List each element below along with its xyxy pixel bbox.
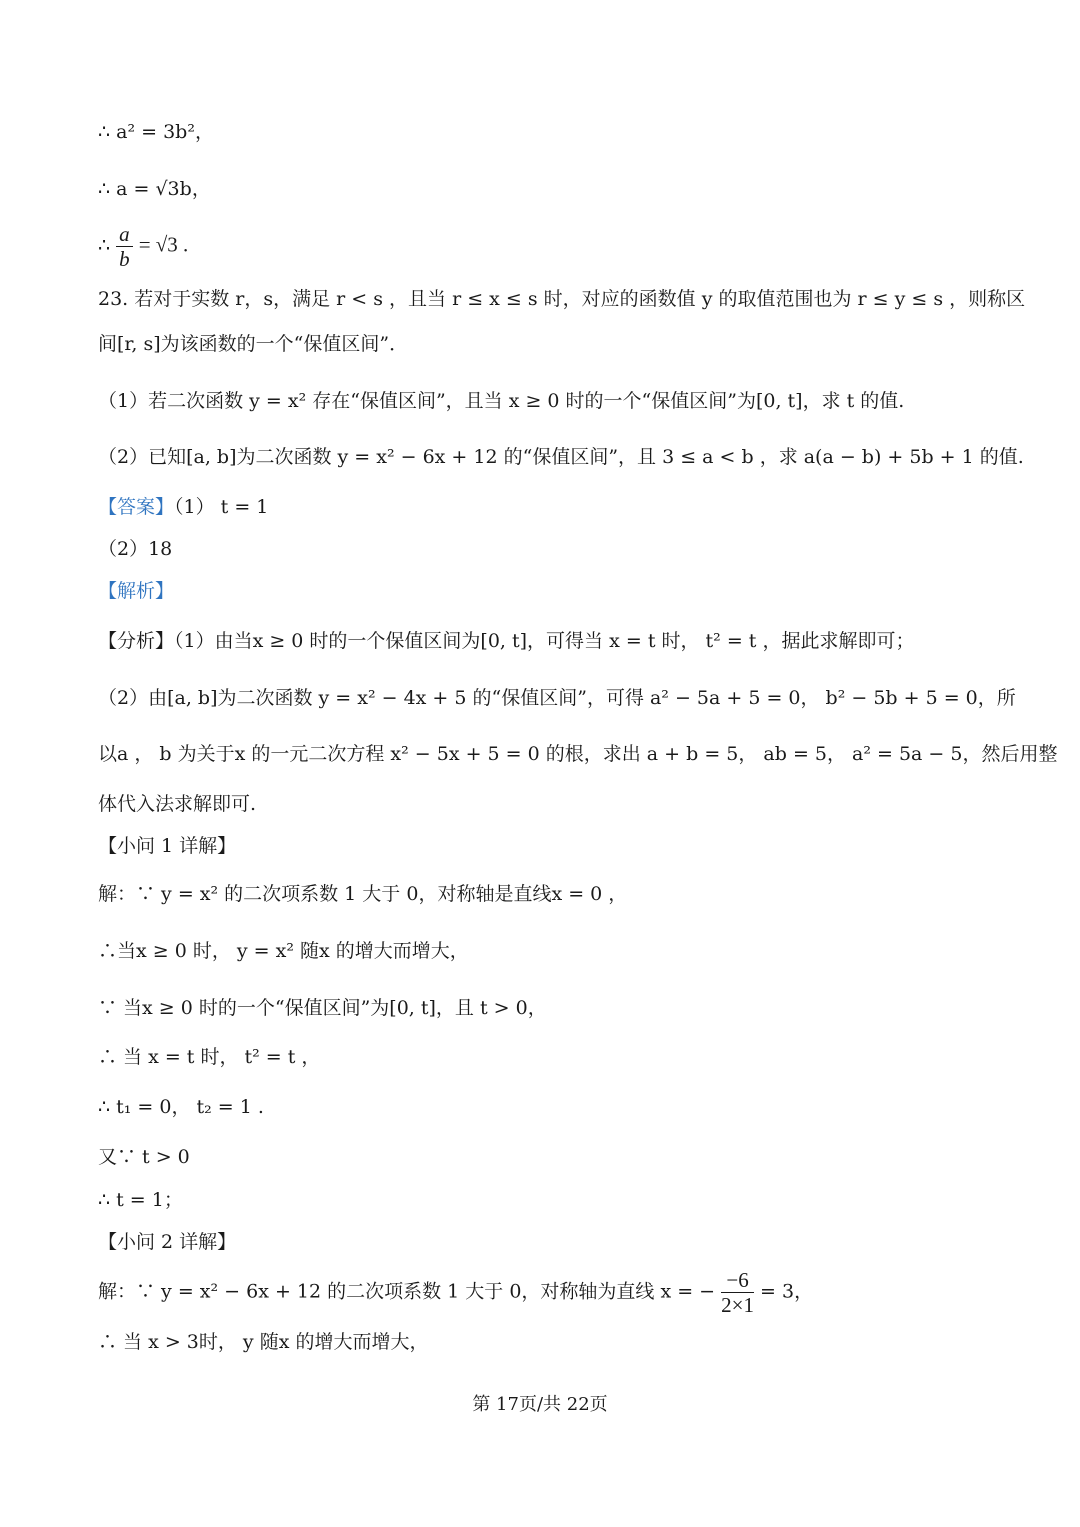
text-line-l1: ∴ a² = 3b²， [98, 121, 214, 143]
text-line-l7: （2）已知[a, b]为二次函数 y = x² − 6x + 12 的“保值区间”，且 3 ≤ a < b ，求 a(a − b) + 5b + 1 的值. [98, 446, 1024, 468]
fraction-denominator: 2×1 [721, 1293, 754, 1317]
therefore-symbol: ∴ [98, 234, 117, 257]
text-line-l15: 【小问 1 详解】 [98, 835, 237, 857]
fraction-result: = √3 . [138, 232, 189, 257]
fraction-numerator: −6 [721, 1268, 754, 1293]
text-line-l21: 又∵ t > 0 [98, 1146, 190, 1168]
fraction-denominator: b [119, 247, 130, 271]
answer-tag: 【答案】 [98, 496, 175, 518]
fraction-axis [721, 1268, 754, 1317]
text-line-l11: 【分析】（1）由当x ≥ 0 时的一个保值区间为[0, t]，可得当 x = t 时， t² = t ，据此求解即可； [98, 630, 915, 652]
answer-text: （1） t = 1 [174, 496, 269, 518]
text-line-l14: 体代入法求解即可. [98, 793, 257, 815]
fraction-a-over-b [116, 222, 133, 271]
analysis-tag: 【解析】 [98, 580, 175, 602]
text-line-l4: 23. 若对于实数 r，s，满足 r < s ，且当 r ≤ x ≤ s 时，对应的函数值 y 的取值范围也为 r ≤ y ≤ s ，则称区 [98, 288, 1026, 310]
text-line-l2: ∴ a = √3b， [98, 178, 211, 200]
axis-result: = 3， [760, 1280, 814, 1303]
page-footer: 第 17页/共 22页 [472, 1394, 608, 1415]
text-line-l5: 间[r, s]为该函数的一个“保值区间”． [98, 333, 409, 355]
text-line-l6: （1）若二次函数 y = x² 存在“保值区间”，且当 x ≥ 0 时的一个“保值区间”为[0, t]，求 t 的值. [98, 390, 905, 412]
text-line-l18: ∵ 当x ≥ 0 时的一个“保值区间”为[0, t]，且 t > 0， [98, 997, 547, 1019]
text-line-l17: ∴当x ≥ 0 时， y = x² 随x 的增大而增大， [98, 940, 469, 962]
answer-line [98, 493, 268, 521]
axis-of-symmetry-line [98, 1268, 813, 1317]
text-line-l9: （2）18 [98, 538, 173, 560]
result-ratio [98, 222, 188, 271]
axis-text: 解：∵ y = x² − 6x + 12 的二次项系数 1 大于 0，对称轴为直线 x = − [98, 1280, 722, 1303]
text-line-l23: 【小问 2 详解】 [98, 1231, 237, 1253]
text-line-l13: 以a ， b 为关于x 的一元二次方程 x² − 5x + 5 = 0 的根，求出 a + b = 5， ab = 5， a² = 5a − 5，然后用整 [98, 743, 1058, 765]
text-line-l12: （2）由[a, b]为二次函数 y = x² − 4x + 5 的“保值区间”，可得 a² − 5a + 5 = 0， b² − 5b + 5 = 0，所 [98, 687, 1016, 709]
fraction-numerator: a [116, 222, 133, 247]
text-line-l16: 解：∵ y = x² 的二次项系数 1 大于 0，对称轴是直线x = 0 ， [98, 883, 628, 905]
text-line-l25: ∴ 当 x > 3时， y 随x 的增大而增大， [98, 1331, 429, 1353]
text-line-l19: ∴ 当 x = t 时， t² = t ， [98, 1046, 321, 1068]
text-line-l22: ∴ t = 1； [98, 1189, 183, 1211]
text-line-l20: ∴ t₁ = 0， t₂ = 1 . [98, 1096, 264, 1118]
